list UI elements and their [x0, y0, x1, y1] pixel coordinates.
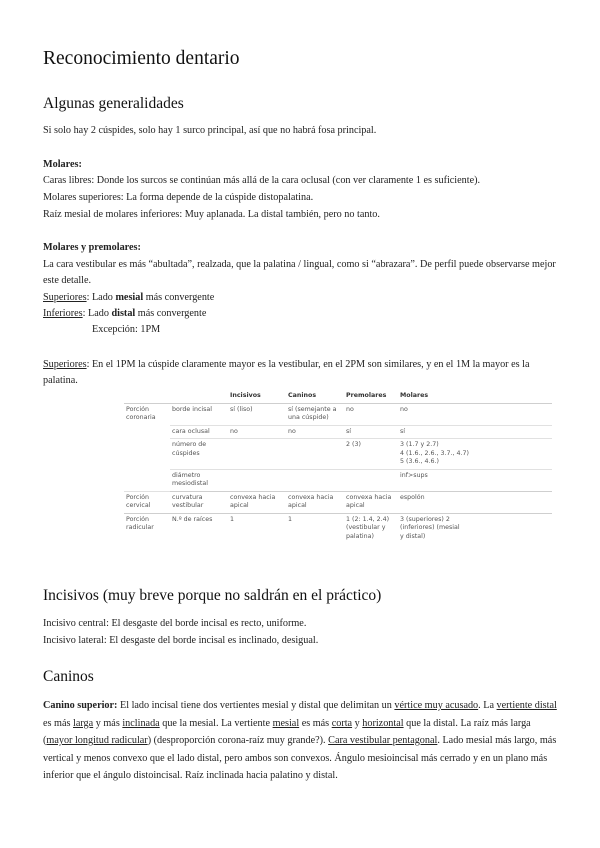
distal-bold: distal — [111, 308, 136, 319]
superiores-label: Superiores — [43, 292, 87, 303]
table-row: Porción coronaria borde incisal sí (liso) sí (semejante a una cúspide) no no — [124, 403, 552, 425]
table-row: Porción radicular N.º de raíces 1 1 1 (2: 1.4, 2.4) (vestibular y palatina) 3 (superiores) 2 (inferiores) (mesial y distal) — [124, 513, 552, 543]
canino-superior-label: Canino superior: — [43, 700, 118, 711]
excepcion-text: Excepción: 1PM — [92, 324, 161, 335]
col-molares: Molares — [398, 390, 552, 403]
group-cervical: Porción cervical — [124, 491, 170, 513]
comparison-table — [124, 390, 552, 543]
heading-caninos: Caninos — [43, 668, 94, 685]
molares-line-2: Molares superiores: La forma depende de la cúspide distopalatina. — [43, 192, 314, 203]
molares-line-3: Raíz mesial de molares inferiores: Muy aplanada. La distal también, pero no tanto. — [43, 209, 380, 220]
heading-generalidades: Algunas generalidades — [43, 95, 184, 112]
table-header-row — [124, 390, 552, 403]
table-row: cara oclusal no no sí sí — [124, 425, 552, 439]
group-coronaria: Porción coronaria — [124, 403, 170, 491]
molares-premolares-para: La cara vestibular es más “abultada”, realzada, que la palatina / lingual, como si “abrazara”. De perfil puede observarse mejor este detalle. — [43, 259, 556, 286]
incisivo-central-text: Incisivo central: El desgaste del borde incisal es recto, uniforme. — [43, 618, 307, 629]
incisivo-lateral-text: Incisivo lateral: El desgaste del borde incisal es inclinado, desigual. — [43, 635, 319, 646]
superiores-line: Superiores: Lado mesial más convergente — [43, 292, 215, 303]
superiores-para: Superiores: En el 1PM la cúspide claramente mayor es la vestibular, en el 2PM son similares, y en el 1M la mayor es la palatina. — [43, 359, 530, 386]
page-title: Reconocimiento dentario — [43, 48, 240, 69]
table-row: diámetro mesiodistal inf>sups — [124, 469, 552, 491]
mesial-bold: mesial — [115, 292, 144, 303]
superiores-label-2: Superiores — [43, 359, 87, 370]
group-radicular: Porción radicular — [126, 515, 154, 531]
inferiores-line: Inferiores: Lado distal más convergente — [43, 308, 207, 319]
col-incisivos: Incisivos — [228, 390, 286, 403]
canino-superior-para: Canino superior: El lado incisal tiene dos vertientes mesial y distal que delimitan un vértice muy acusado. La vertiente distal es más larga y más inclinada que la mesial. La vertiente mesial es más corta y horizontal que la distal. La raíz más larga (mayor longitud radicular) (desproporción corona-raíz muy grande?). Cara vestibular pentagonal. Lado mesial más largo, más vertical y menos convexo que el lado distal, pero ambos son convexos. Ángulo mesioincisal más cerrado y en un plano más inferior que el ángulo distoincisal. Raíz inclinada hacia palatino y distal. — [43, 700, 557, 781]
inferiores-label: Inferiores — [43, 308, 83, 319]
table-row: Porción cervical curvatura vestibular convexa hacia apical convexa hacia apical convexa hacia apical espolón — [124, 491, 552, 513]
col-caninos: Caninos — [286, 390, 344, 403]
intro-text: Si solo hay 2 cúspides, solo hay 1 surco principal, así que no habrá fosa principal. — [43, 125, 377, 136]
molares-line-1: Caras libres: Donde los surcos se continúan más allá de la cara oclusal (con ver claramente 1 es suficiente). — [43, 175, 481, 186]
table-row: número de cúspides 2 (3) 3 (1.7 y 2.7) 4 (1.6., 2.6., 3.7., 4.7) 5 (3.6., 4.6.) — [124, 439, 552, 470]
heading-incisivos: Incisivos (muy breve porque no saldrán en el práctico) — [43, 587, 382, 604]
col-premolares: Premolares — [344, 390, 398, 403]
molares-premolares-label: Molares y premolares: — [43, 242, 141, 253]
molares-label: Molares: — [43, 159, 82, 170]
